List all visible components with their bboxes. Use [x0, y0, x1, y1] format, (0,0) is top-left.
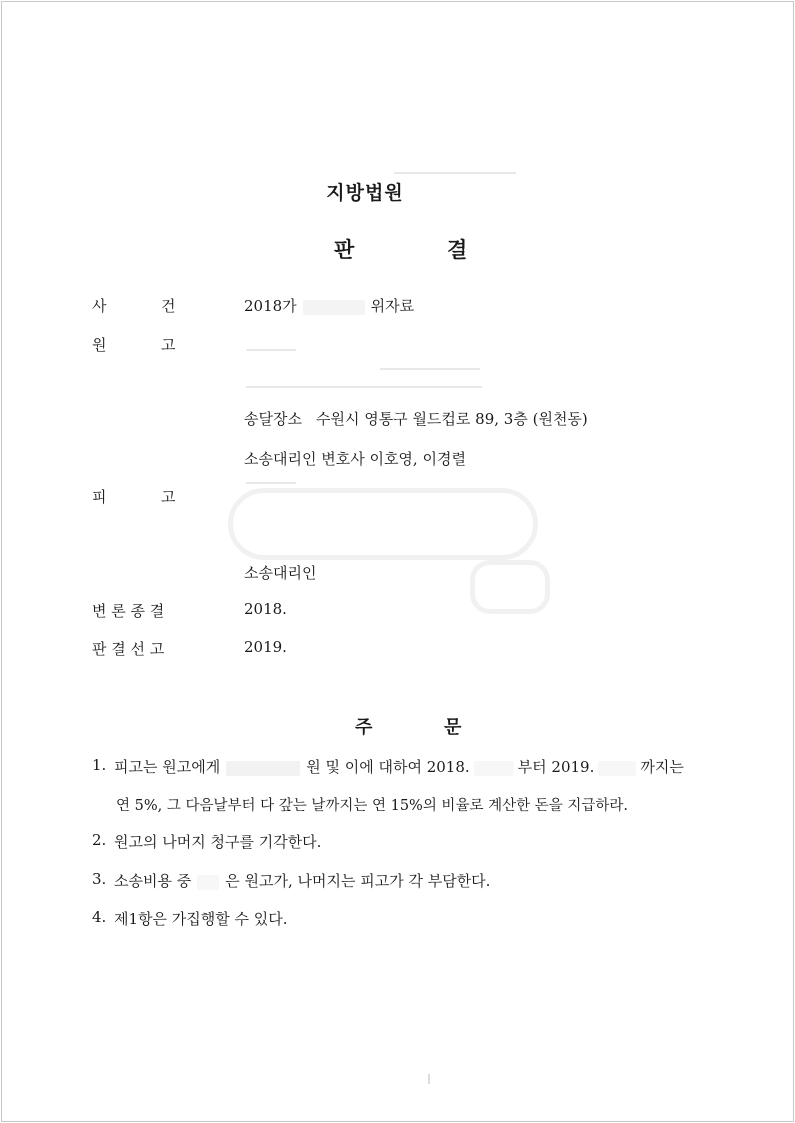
order-4-text: 제1항은 가집행할 수 있다.	[114, 910, 288, 928]
order-1-line-1	[114, 756, 684, 777]
plaintiff-label-char-1: 원	[92, 336, 107, 354]
verdict-date: 2019.	[244, 638, 287, 656]
page-border	[1, 1, 794, 1122]
scan-speck	[428, 1074, 430, 1084]
order-title-char-2: 문	[444, 717, 462, 738]
order-2-text: 원고의 나머지 청구를 기각한다.	[114, 833, 322, 851]
defendant-label-char-1: 피	[92, 488, 107, 506]
ghost-seal-mark	[228, 488, 538, 560]
redaction-mark	[394, 172, 516, 174]
order-1-text-b: 원 및 이에 대하여 2018.	[306, 758, 470, 776]
case-label-char-1: 사	[92, 297, 107, 315]
redacted-amount	[226, 761, 300, 776]
plaintiff-attorney: 소송대리인 변호사 이호영, 이경렬	[244, 450, 466, 468]
service-place	[244, 408, 588, 429]
redacted-date	[598, 761, 636, 776]
order-1-number: 1.	[92, 756, 107, 774]
case-number	[244, 295, 414, 316]
order-3-number: 3.	[92, 870, 107, 888]
order-1-text-a: 피고는 원고에게	[114, 758, 221, 776]
order-1-text-c: 부터 2019.	[517, 758, 595, 776]
order-3-text-a: 소송비용 중	[114, 872, 192, 890]
redacted-case-number	[303, 300, 365, 315]
closing-date: 2018.	[244, 600, 287, 618]
order-4-number: 4.	[92, 908, 107, 926]
order-title-char-1: 주	[355, 717, 373, 738]
verdict-label: 판 결 선 고	[92, 640, 165, 658]
doc-title-char-2: 결	[447, 238, 468, 262]
redaction-mark	[246, 482, 296, 484]
redacted-ratio	[197, 875, 219, 890]
service-place-label: 송달장소	[244, 410, 302, 428]
defendant-attorney: 소송대리인	[244, 564, 317, 582]
ghost-seal-mark	[470, 560, 550, 614]
defendant-label-char-2: 고	[161, 488, 176, 506]
order-3-text-b: 은 원고가, 나머지는 피고가 각 부담한다.	[225, 872, 491, 890]
court-name: 지방법원	[326, 182, 404, 204]
closing-label: 변 론 종 결	[92, 602, 165, 620]
redaction-mark	[246, 386, 482, 388]
doc-title-char-1: 판	[334, 238, 355, 262]
service-place-address: 수원시 영통구 월드컵로 89, 3층 (원천동)	[315, 410, 588, 428]
order-3-text	[114, 870, 490, 891]
order-2-number: 2.	[92, 831, 107, 849]
redaction-mark	[246, 349, 296, 351]
redacted-date	[474, 761, 514, 776]
case-number-prefix: 2018가	[244, 297, 297, 315]
plaintiff-label-char-2: 고	[161, 336, 176, 354]
case-suffix: 위자료	[370, 297, 415, 315]
order-1-text-d: 까지는	[640, 758, 684, 776]
redaction-mark	[380, 368, 480, 370]
order-1-line-2: 연 5%, 그 다음날부터 다 갚는 날까지는 연 15%의 비율로 계산한 돈을 지급하라.	[116, 798, 628, 814]
case-label-char-2: 건	[161, 297, 176, 315]
